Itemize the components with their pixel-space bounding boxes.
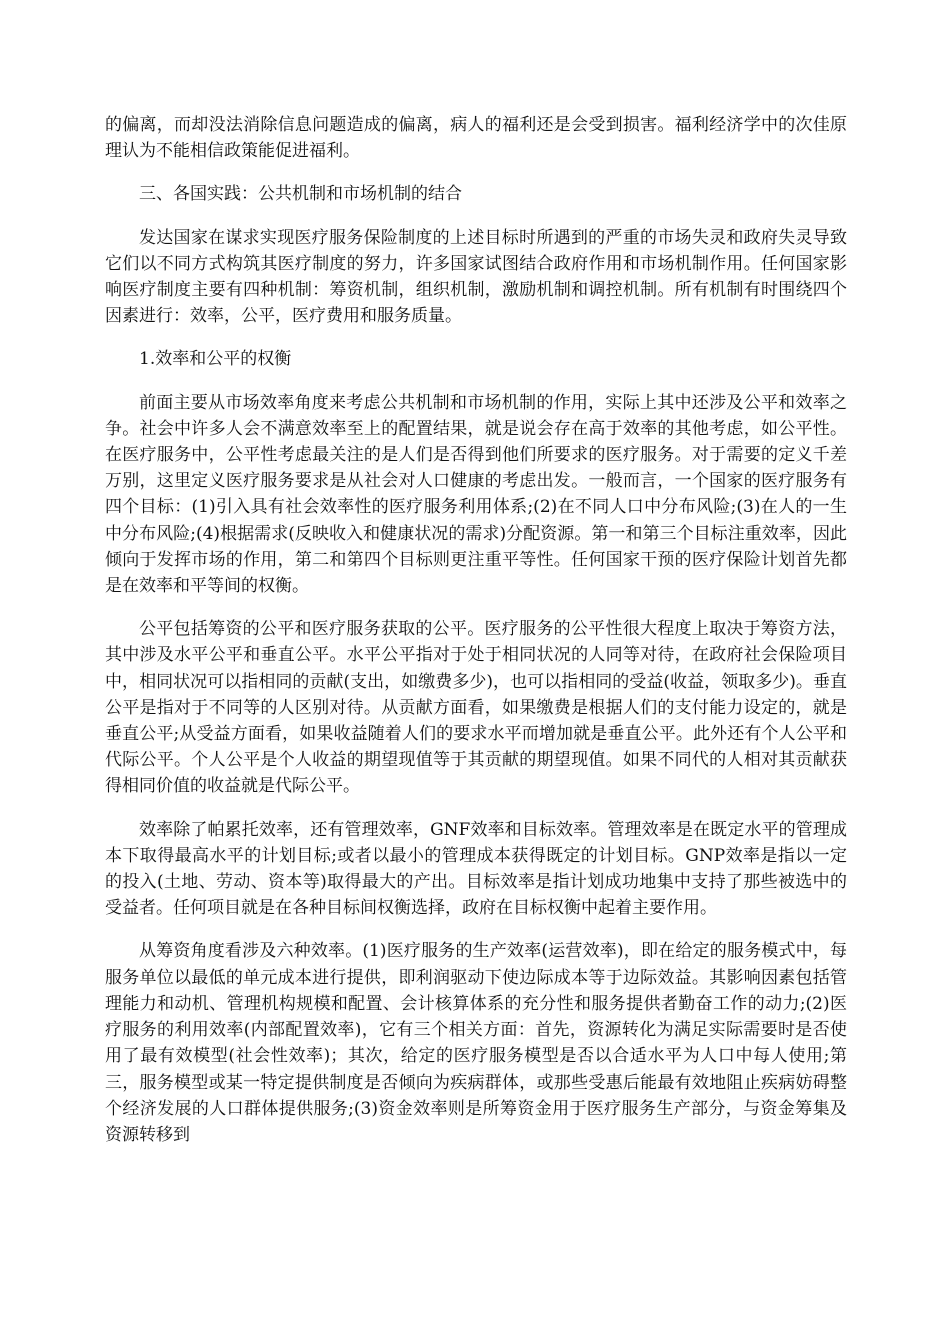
paragraph: 效率除了帕累托效率，还有管理效率，GNF效率和目标效率。管理效率是在既定水平的管理成本下取得最高水平的计划目标;或者以最小的管理成本获得既定的计划目标。GNP效率是指以一定的投入(土地、劳动、资本等)取得最大的产出。目标效率是指计划成功地集中支持了那些被选中的受益者。任何项目就是在各种目标间权衡选择，政府在目标权衡中起着主要作用。: [105, 819, 847, 919]
paragraph: 前面主要从市场效率角度来考虑公共机制和市场机制的作用，实际上其中还涉及公平和效率之争。社会中许多人会不满意效率至上的配置结果，就是说会存在高于效率的其他考虑，如公平性。在医疗服务中，公平性考虑最关注的是人们是否得到他们所要求的医疗服务。对于需要的定义千差万别，这里定义医疗服务要求是从社会对人口健康的考虑出发。一般而言，一个国家的医疗服务有四个目标：(1)引入具有社会效率性的医疗服务利用体系;(2)在不同人口中分布风险;(3)在人的一生中分布风险;(4)根据需求(反映收入和健康状况的需求)分配资源。第一和第三个目标注重效率，因此倾向于发挥市场的作用，第二和第四个目标则更注重平等性。任何国家干预的医疗保险计划首先都是在效率和平等间的权衡。: [105, 392, 847, 597]
paragraph: 公平包括筹资的公平和医疗服务获取的公平。医疗服务的公平性很大程度上取决于筹资方法，其中涉及水平公平和垂直公平。水平公平指对于处于相同状况的人同等对待，在政府社会保险项目中，相同状况可以指相同的贡献(支出，如缴费多少)，也可以指相同的受益(收益，领取多少)。垂直公平是指对于不同等的人区别对待。从贡献方面看，如果缴费是根据人们的支付能力设定的，就是垂直公平;从受益方面看，如果收益随着人们的要求水平而增加就是垂直公平。此外还有个人公平和代际公平。个人公平是个人收益的期望现值等于其贡献的期望现值。如果不同代的人相对其贡献获得相同价值的收益就是代际公平。: [105, 619, 847, 797]
subsection-heading: 1.效率和公平的权衡: [139, 349, 292, 370]
section-heading: 三、各国实践：公共机制和市场机制的结合: [139, 184, 462, 205]
paragraph-continuation: 的偏离，而却没法消除信息问题造成的偏离，病人的福利还是会受到损害。福利经济学中的次佳原理认为不能相信政策能促进福利。: [105, 115, 847, 162]
paragraph: 发达国家在谋求实现医疗服务保险制度的上述目标时所遇到的严重的市场失灵和政府失灵导致它们以不同方式构筑其医疗制度的努力，许多国家试图结合政府作用和市场机制作用。任何国家影响医疗制度主要有四种机制：筹资机制，组织机制，激励机制和调控机制。所有机制有时围绕四个因素进行：效率，公平，医疗费用和服务质量。: [105, 227, 847, 327]
document-page: [105, 112, 847, 1165]
paragraph: 从筹资角度看涉及六种效率。(1)医疗服务的生产效率(运营效率)，即在给定的服务模式中，每服务单位以最低的单元成本进行提供，即利润驱动下使边际成本等于边际效益。其影响因素包括管理能力和动机、管理机构规模和配置、会计核算体系的充分性和服务提供者勤奋工作的动力;(2)医疗服务的利用效率(内部配置效率)，它有三个相关方面：首先，资源转化为满足实际需要时是否使用了最有效模型(社会性效率)；其次，给定的医疗服务模型是否以合适水平为人口中每人使用;第三，服务模型或某一特定提供制度是否倾向为疾病群体，或那些受惠后能最有效地阻止疾病妨碍整个经济发展的人口群体提供服务;(3)资金效率则是所筹资金用于医疗服务生产部分，与资金筹集及资源转移到: [105, 941, 847, 1145]
